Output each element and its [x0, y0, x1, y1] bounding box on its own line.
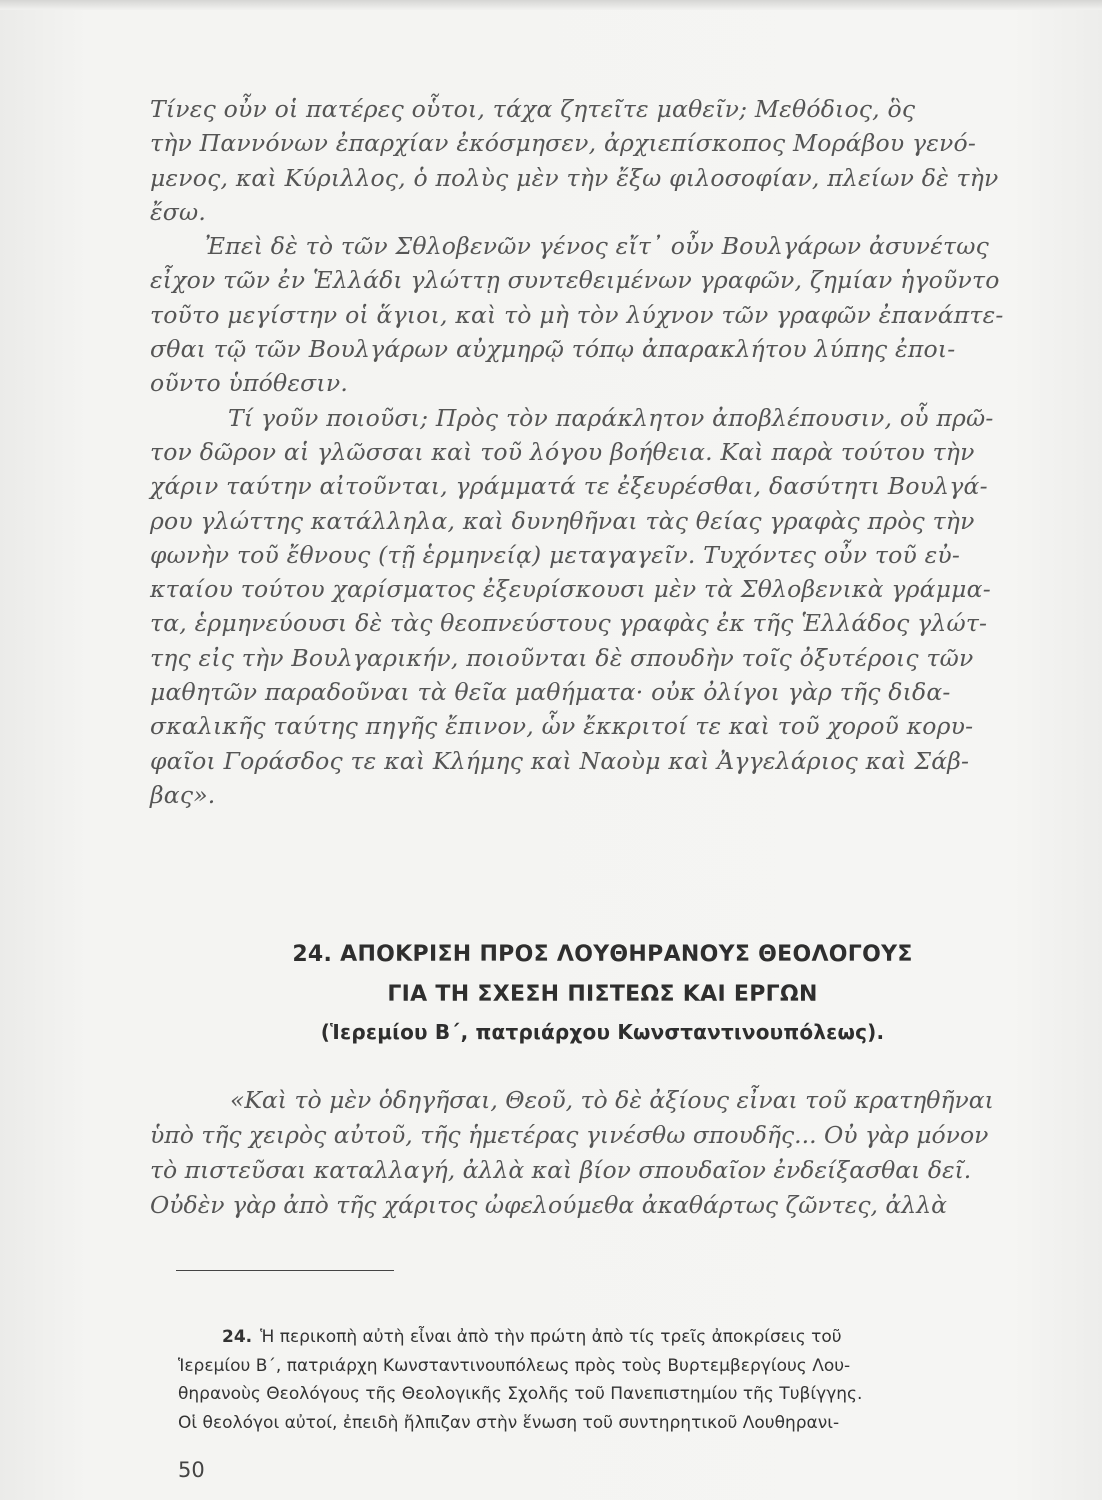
footnote-text: Ἡ περικοπὴ αὐτὴ εἶναι ἀπὸ τὴν πρώτη ἀπὸ τίς τρεῖς ἀποκρίσεις τοῦ: [260, 1327, 842, 1347]
text-line: μαθητῶν παραδοῦναι τὰ θεῖα μαθήματα· οὐκ ὀλίγοι γὰρ τῆς διδα-: [150, 678, 951, 707]
text-line: σκαλικῆς ταύτης πηγῆς ἔπινον, ὧν ἔκκριτοί τε καὶ τοῦ χοροῦ κορυ-: [150, 712, 974, 741]
text-line: βας».: [150, 780, 216, 809]
page-number: 50: [178, 1458, 205, 1482]
footnote-line: Οἱ θεολόγοι αὐτοί, ἐπειδὴ ἤλπιζαν στὴν ἕνωση τοῦ συντηρητικοῦ Λουθηρανι-: [178, 1412, 840, 1433]
quote-line: ὑπὸ τῆς χειρὸς αὐτοῦ, τῆς ἡμετέρας γινέσθω σπουδῆς... Οὐ γὰρ μόνον: [150, 1121, 989, 1149]
text-line: Τί γοῦν ποιοῦσι; Πρὸς τὸν παράκλητον ἀποβλέπουσιν, οὗ πρῶ-: [228, 403, 994, 432]
footnote-line: θηρανοὺς Θεολόγους τῆς Θεολογικῆς Σχολῆς τοῦ Πανεπιστημίου τῆς Τυβίγγης.: [178, 1384, 863, 1404]
quote-line: τὸ πιστεῦσαι καταλλαγή, ἀλλὰ καὶ βίον σπουδαῖον ἐνδείξασθαι δεῖ.: [150, 1156, 972, 1184]
text-line: Ἐπεὶ δὲ τὸ τῶν Σθλοβενῶν γένος εἴτ᾽ οὖν Βουλγάρων ἀσυνέτως: [205, 232, 989, 261]
text-line: μενος, καὶ Κύριλλος, ὁ πολὺς μὲν τὴν ἔξω φιλοσοφίαν, πλείων δὲ τὴν: [150, 163, 999, 192]
text-line: ρου γλώττης κατάλληλα, καὶ δυνηθῆναι τὰς θείας γραφὰς πρὸς τὴν: [150, 506, 975, 535]
footnote-number: 24.: [222, 1327, 253, 1347]
text-line: σθαι τῷ τῶν Βουλγάρων αὐχμηρῷ τόπῳ ἀπαρακλήτου λύπης ἐποι-: [150, 335, 956, 364]
text-line: φωνὴν τοῦ ἔθνους (τῇ ἑρμηνείᾳ) μεταγαγεῖν. Τυχόντες οὖν τοῦ εὐ-: [150, 540, 961, 569]
text-line: τα, ἑρμηνεύουσι δὲ τὰς θεοπνεύστους γραφὰς ἐκ τῆς Ἑλλάδος γλώτ-: [150, 609, 988, 638]
text-line: της εἰς τὴν Βουλγαρικήν, ποιοῦνται δὲ σπουδὴν τοῖς ὀξυτέροις τῶν: [150, 643, 974, 672]
quote-line: «Καὶ τὸ μὲν ὁδηγῆσαι, Θεοῦ, τὸ δὲ ἀξίους εἶναι τοῦ κρατηθῆναι: [230, 1086, 994, 1114]
footnote-line: Ἱερεμίου Β´, πατριάρχη Κωνσταντινουπόλεως πρὸς τοὺς Βυρτεμβεργίους Λου-: [178, 1355, 851, 1376]
text-line: τοῦτο μεγίστην οἱ ἅγιοι, καὶ τὸ μὴ τὸν λύχνον τῶν γραφῶν ἐπανάπτε-: [150, 300, 1004, 329]
text-line: εἶχον τῶν ἐν Ἑλλάδι γλώττῃ συντεθειμένων γραφῶν, ζημίαν ἡγοῦντο: [150, 266, 1000, 295]
footnote-line: [178, 1323, 1058, 1352]
text-line: τὴν Παννόνων ἐπαρχίαν ἐκόσμησεν, ἀρχιεπίσκοπος Μοράβου γενό-: [150, 129, 977, 158]
text-line: φαῖοι Γοράσδος τε καὶ Κλήμης καὶ Ναοὺμ καὶ Ἀγγελάριος καὶ Σάβ-: [150, 746, 970, 775]
text-line: Τίνες οὖν οἱ πατέρες οὗτοι, τάχα ζητεῖτε μαθεῖν; Μεθόδιος, ὃς: [150, 95, 916, 123]
section-heading-attribution: (Ἱερεμίου Β´, πατριάρχου Κωνσταντινουπόλεως).: [320, 1020, 885, 1044]
quote-text: [150, 1083, 1055, 1223]
text-line: χάριν ταύτην αἰτοῦνται, γράμματά τε ἐξευρέσθαι, δασύτητι Βουλγά-: [150, 472, 988, 501]
section-heading-line-2: ΓΙΑ ΤΗ ΣΧΕΣΗ ΠΙΣΤΕΩΣ ΚΑΙ ΕΡΓΩΝ: [387, 982, 818, 1007]
text-line: τον δῶρον αἱ γλῶσσαι καὶ τοῦ λόγου βοήθεια. Καὶ παρὰ τούτου τὴν: [150, 437, 975, 466]
footnote: [178, 1323, 1058, 1437]
main-text: [150, 92, 1055, 812]
quote-line: Οὐδὲν γὰρ ἀπὸ τῆς χάριτος ὠφελούμεθα ἀκαθάρτως ζῶντες, ἀλλὰ: [150, 1191, 947, 1219]
section-heading-line-1: 24. ΑΠΟΚΡΙΣΗ ΠΡΟΣ ΛΟΥΘΗΡΑΝΟΥΣ ΘΕΟΛΟΓΟΥΣ: [292, 942, 913, 967]
footnote-divider: [176, 1270, 394, 1271]
page-top-edge: [0, 0, 1102, 10]
text-line: ἔσω.: [150, 197, 207, 226]
text-line: οῦντο ὑπόθεσιν.: [150, 369, 348, 398]
text-line: κταίου τούτου χαρίσματος ἐξευρίσκουσι μὲν τὰ Σθλοβενικὰ γράμμα-: [150, 575, 991, 604]
